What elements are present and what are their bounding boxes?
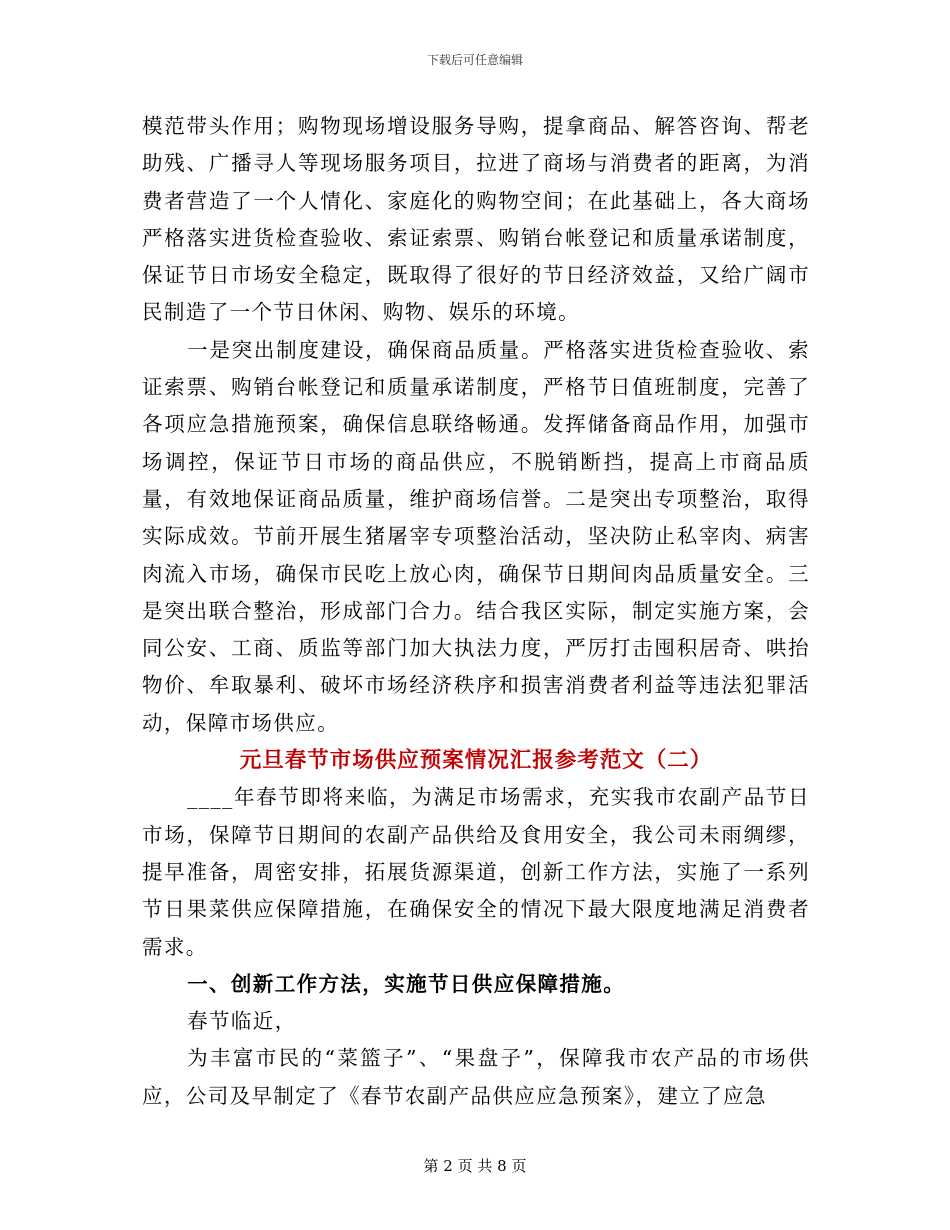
paragraph-measures: 一是突出制度建设，确保商品质量。严格落实进货检查验收、索证索票、购销台帐登记和质量承诺制度，严格节日值班制度，完善了各项应急措施预案，确保信息联络畅通。发挥储备商品作用，加强市场调控，保证节日市场的商品供应，不脱销断挡，提高上市商品质量，有效地保证商品质量，维护商场信誉。二是突出专项整治，取得实际成效。节前开展生猪屠宰专项整治活动，坚决防止私宰肉、病害肉流入市场，确保市民吃上放心肉，确保节日期间肉品质量安全。三是突出联合整治，形成部门合力。结合我区实际，制定实施方案，会同公安、工商、质监等部门加大执法力度，严厉打击囤积居奇、哄抬物价、牟取暴利、破坏市场经济秩序和损害消费者利益等违法犯罪活动，保障市场供应。 [142,337,810,735]
paragraph-continuation: 模范带头作用；购物现场增设服务导购，提拿商品、解答咨询、帮老助残、广播寻人等现场服务项目，拉进了商场与消费者的距离，为消费者营造了一个人情化、家庭化的购物空间；在此基础上，各大商场严格落实进货检查验收、索证索票、购销台帐登记和质量承诺制度，保证节日市场安全稳定，既取得了很好的节日经济效益，又给广阔市民制造了一个节日休闲、购物、娱乐的环境。 [142,114,810,325]
paragraph-spring-festival: 春节临近， [187,1009,297,1034]
subheading: 一、创新工作方法，实施节日供应保障措施。 [187,971,626,996]
page-header-note: 下载后可任意编辑 [426,53,523,67]
paragraph-supply-plan: 为丰富市民的“菜篮子”、“果盘子”，保障我市农产品的市场供应，公司及早制定了《春节农副产品供应应急预案》，建立了应急 [142,1046,810,1108]
paragraph-intro: ____年春节即将来临，为满足市场需求，充实我市农副产品节日市场，保障节日期间的农副产品供给及食用安全，我公司未雨绸缪，提早准备，周密安排，拓展货源渠道，创新工作方法，实施了一系列节日果菜供应保障措施，在确保安全的情况下最大限度地满足消费者需求。 [142,785,810,959]
document-body [142,108,810,1115]
section-title: 元旦春节市场供应预案情况汇报参考范文（二） [239,748,713,774]
page-number: 第 2 页 共 8 页 [423,1157,527,1175]
